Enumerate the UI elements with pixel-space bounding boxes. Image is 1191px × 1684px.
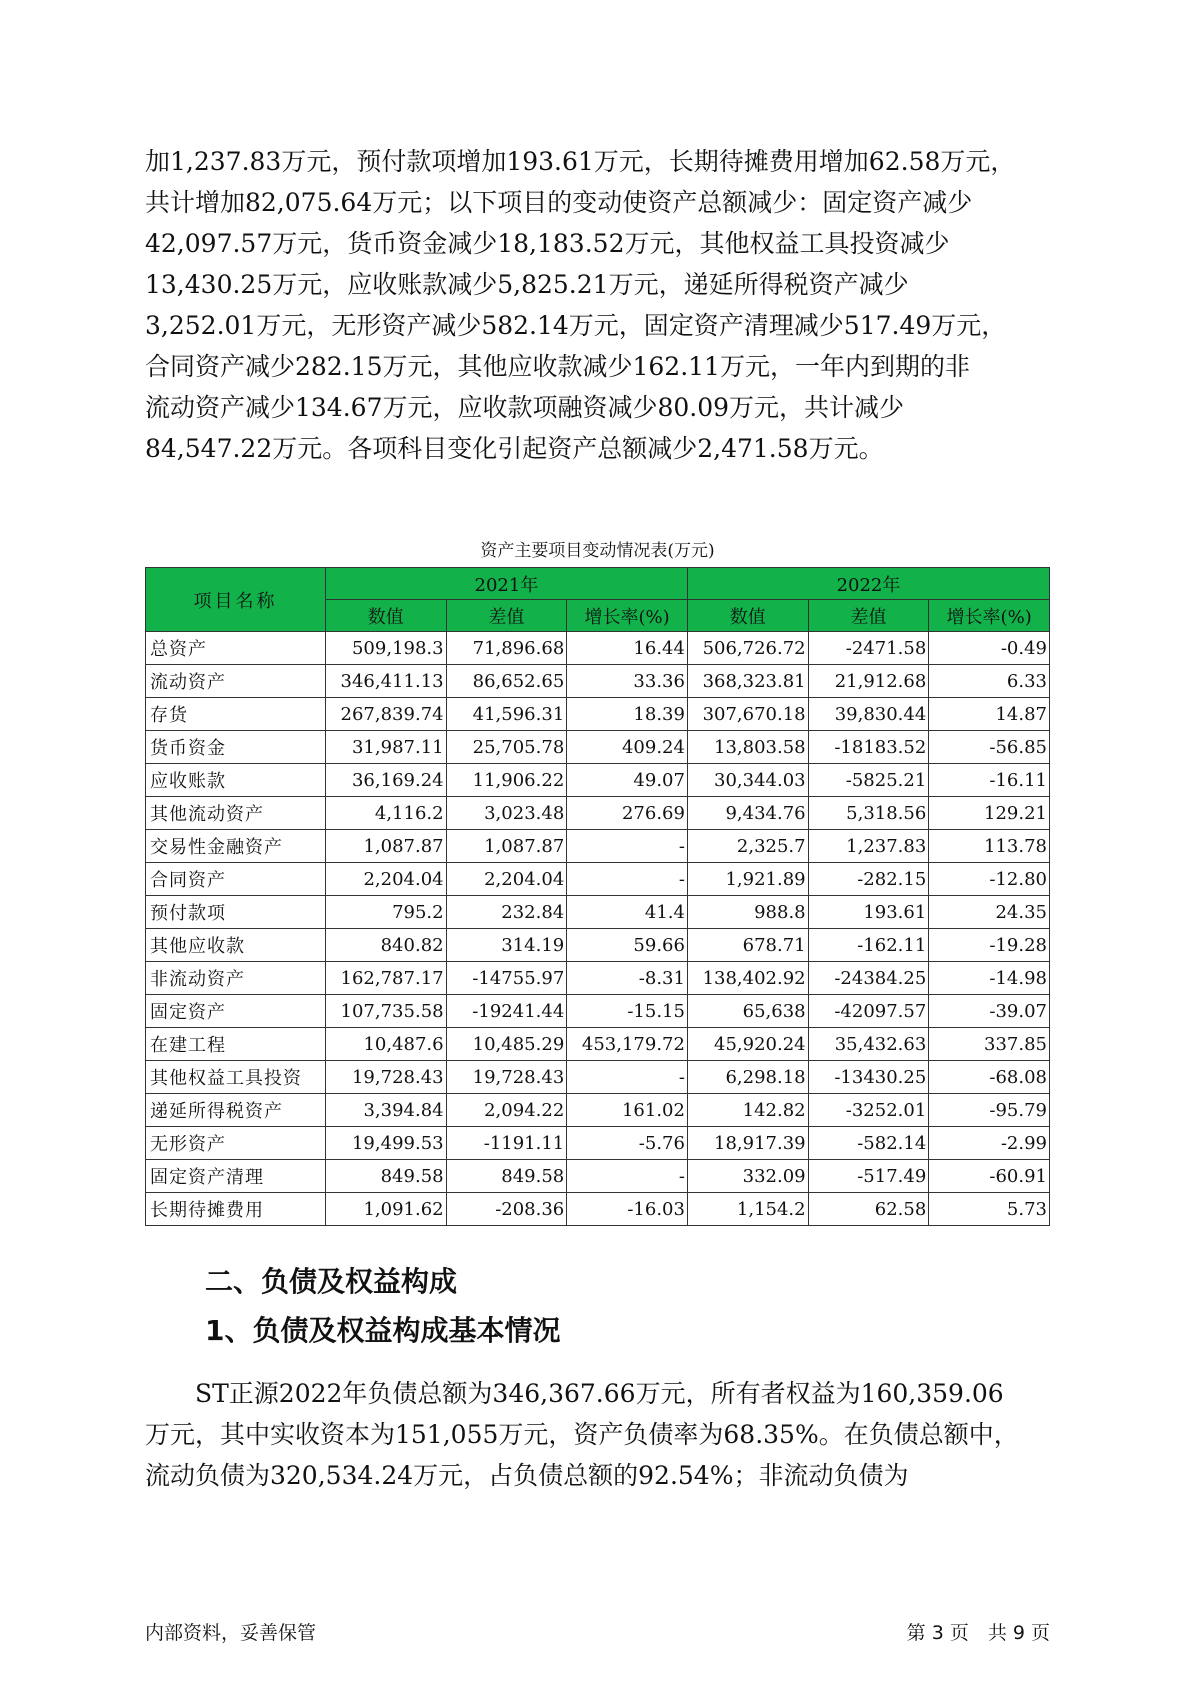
paragraph-line: 流动资产减少134.67万元，应收款项融资减少80.09万元，共计减少 bbox=[145, 393, 905, 422]
table-cell: -24384.25 bbox=[808, 962, 929, 995]
table-cell: 5.73 bbox=[929, 1193, 1050, 1226]
paragraph-line: 加1,237.83万元，预付款项增加193.61万元，长期待摊费用增加62.58万元， bbox=[145, 147, 1016, 176]
table-cell: 314.19 bbox=[446, 929, 567, 962]
paragraph-line: 合同资产减少282.15万元，其他应收款减少162.11万元，一年内到期的非 bbox=[145, 352, 970, 381]
table-cell: -2.99 bbox=[929, 1127, 1050, 1160]
table-cell: 368,323.81 bbox=[687, 665, 808, 698]
table-cell: -208.36 bbox=[446, 1193, 567, 1226]
table-row bbox=[146, 797, 1050, 830]
table-row bbox=[146, 1127, 1050, 1160]
table-cell: 2,094.22 bbox=[446, 1094, 567, 1127]
table-cell: -56.85 bbox=[929, 731, 1050, 764]
table-cell: -39.07 bbox=[929, 995, 1050, 1028]
row-label: 交易性金融资产 bbox=[146, 830, 326, 863]
table-cell: 5,318.56 bbox=[808, 797, 929, 830]
table-cell: -2471.58 bbox=[808, 632, 929, 665]
page-number: 第 3 页 共 9 页 bbox=[906, 1622, 1050, 1644]
table-cell: 453,179.72 bbox=[567, 1028, 688, 1061]
table-row bbox=[146, 1028, 1050, 1061]
table-cell: -0.49 bbox=[929, 632, 1050, 665]
table-cell: -95.79 bbox=[929, 1094, 1050, 1127]
table-cell: -16.11 bbox=[929, 764, 1050, 797]
table-cell: 332.09 bbox=[687, 1160, 808, 1193]
asset-change-table bbox=[145, 567, 1050, 1226]
table-cell: -1191.11 bbox=[446, 1127, 567, 1160]
row-label: 无形资产 bbox=[146, 1127, 326, 1160]
table-cell: - bbox=[567, 1061, 688, 1094]
table-cell: 849.58 bbox=[325, 1160, 446, 1193]
subsection-heading: 1、负债及权益构成基本情况 bbox=[205, 1314, 561, 1347]
table-cell: 1,087.87 bbox=[446, 830, 567, 863]
table-cell: -582.14 bbox=[808, 1127, 929, 1160]
table-cell: 41.4 bbox=[567, 896, 688, 929]
table-cell: - bbox=[567, 830, 688, 863]
table-cell: 39,830.44 bbox=[808, 698, 929, 731]
table-cell: 162,787.17 bbox=[325, 962, 446, 995]
table-cell: 6,298.18 bbox=[687, 1061, 808, 1094]
table-cell: -517.49 bbox=[808, 1160, 929, 1193]
table-cell: 65,638 bbox=[687, 995, 808, 1028]
table-cell: 138,402.92 bbox=[687, 962, 808, 995]
table-row bbox=[146, 896, 1050, 929]
item-name-header: 项目名称 bbox=[146, 568, 326, 632]
table-cell: -18183.52 bbox=[808, 731, 929, 764]
paragraph-line: 84,547.22万元。各项科目变化引起资产总额减少2,471.58万元。 bbox=[145, 434, 884, 463]
paragraph-line: ST正源2022年负债总额为346,367.66万元，所有者权益为160,359.06 bbox=[145, 1379, 1004, 1408]
row-label: 长期待摊费用 bbox=[146, 1193, 326, 1226]
paragraph-line: 共计增加82,075.64万元；以下项目的变动使资产总额减少：固定资产减少 bbox=[145, 188, 973, 217]
section-heading: 二、负债及权益构成 bbox=[205, 1265, 458, 1298]
row-label: 其他权益工具投资 bbox=[146, 1061, 326, 1094]
table-cell: 267,839.74 bbox=[325, 698, 446, 731]
sub-header: 数值 bbox=[325, 600, 446, 632]
table-cell: 1,921.89 bbox=[687, 863, 808, 896]
table-cell: 840.82 bbox=[325, 929, 446, 962]
table-cell: 346,411.13 bbox=[325, 665, 446, 698]
table-cell: 30,344.03 bbox=[687, 764, 808, 797]
row-label: 流动资产 bbox=[146, 665, 326, 698]
row-label: 其他流动资产 bbox=[146, 797, 326, 830]
table-cell: 10,487.6 bbox=[325, 1028, 446, 1061]
table-cell: 232.84 bbox=[446, 896, 567, 929]
row-label: 非流动资产 bbox=[146, 962, 326, 995]
body-paragraph bbox=[145, 1373, 1050, 1496]
table-cell: 2,325.7 bbox=[687, 830, 808, 863]
table-cell: -13430.25 bbox=[808, 1061, 929, 1094]
table-cell: -15.15 bbox=[567, 995, 688, 1028]
table-cell: 307,670.18 bbox=[687, 698, 808, 731]
table-cell: 2,204.04 bbox=[446, 863, 567, 896]
table-cell: 509,198.3 bbox=[325, 632, 446, 665]
row-label: 预付款项 bbox=[146, 896, 326, 929]
table-row bbox=[146, 632, 1050, 665]
table-cell: -19.28 bbox=[929, 929, 1050, 962]
year-2022-header: 2022年 bbox=[687, 568, 1049, 600]
row-label: 总资产 bbox=[146, 632, 326, 665]
table-cell: 14.87 bbox=[929, 698, 1050, 731]
table-row bbox=[146, 764, 1050, 797]
table-cell: 3,023.48 bbox=[446, 797, 567, 830]
table-cell: -68.08 bbox=[929, 1061, 1050, 1094]
table-cell: -14755.97 bbox=[446, 962, 567, 995]
table-cell: 9,434.76 bbox=[687, 797, 808, 830]
row-label: 应收账款 bbox=[146, 764, 326, 797]
table-cell: 795.2 bbox=[325, 896, 446, 929]
row-label: 合同资产 bbox=[146, 863, 326, 896]
table-cell: 24.35 bbox=[929, 896, 1050, 929]
sub-header: 数值 bbox=[687, 600, 808, 632]
table-cell: 33.36 bbox=[567, 665, 688, 698]
table-row bbox=[146, 863, 1050, 896]
table-cell: -16.03 bbox=[567, 1193, 688, 1226]
row-label: 其他应收款 bbox=[146, 929, 326, 962]
table-row bbox=[146, 1094, 1050, 1127]
footer-left: 内部资料，妥善保管 bbox=[145, 1622, 317, 1644]
table-cell: 3,394.84 bbox=[325, 1094, 446, 1127]
table-cell: -5825.21 bbox=[808, 764, 929, 797]
table-row bbox=[146, 1193, 1050, 1226]
table-cell: - bbox=[567, 863, 688, 896]
table-cell: 506,726.72 bbox=[687, 632, 808, 665]
table-cell: 2,204.04 bbox=[325, 863, 446, 896]
row-label: 固定资产 bbox=[146, 995, 326, 1028]
row-label: 递延所得税资产 bbox=[146, 1094, 326, 1127]
table-cell: -60.91 bbox=[929, 1160, 1050, 1193]
table-cell: 276.69 bbox=[567, 797, 688, 830]
table-row bbox=[146, 698, 1050, 731]
table-caption: 资产主要项目变动情况表(万元) bbox=[480, 541, 715, 561]
table-cell: -3252.01 bbox=[808, 1094, 929, 1127]
table-row bbox=[146, 665, 1050, 698]
table-cell: 113.78 bbox=[929, 830, 1050, 863]
table-cell: 59.66 bbox=[567, 929, 688, 962]
table-cell: -8.31 bbox=[567, 962, 688, 995]
table-cell: 86,652.65 bbox=[446, 665, 567, 698]
paragraph-line: 3,252.01万元，无形资产减少582.14万元，固定资产清理减少517.49万元， bbox=[145, 311, 1007, 340]
table-cell: 129.21 bbox=[929, 797, 1050, 830]
table-cell: -162.11 bbox=[808, 929, 929, 962]
table-cell: 21,912.68 bbox=[808, 665, 929, 698]
table-cell: 1,091.62 bbox=[325, 1193, 446, 1226]
table-row bbox=[146, 731, 1050, 764]
table-cell: -19241.44 bbox=[446, 995, 567, 1028]
table-cell: 49.07 bbox=[567, 764, 688, 797]
table-cell: 18.39 bbox=[567, 698, 688, 731]
table-cell: -5.76 bbox=[567, 1127, 688, 1160]
table-row bbox=[146, 929, 1050, 962]
table-cell: 45,920.24 bbox=[687, 1028, 808, 1061]
paragraph-line: 流动负债为320,534.24万元，占负债总额的92.54%；非流动负债为 bbox=[145, 1461, 909, 1490]
table-cell: 1,087.87 bbox=[325, 830, 446, 863]
table-cell: 11,906.22 bbox=[446, 764, 567, 797]
table-cell: 31,987.11 bbox=[325, 731, 446, 764]
table-cell: 107,735.58 bbox=[325, 995, 446, 1028]
row-label: 在建工程 bbox=[146, 1028, 326, 1061]
table-cell: 849.58 bbox=[446, 1160, 567, 1193]
table-cell: 161.02 bbox=[567, 1094, 688, 1127]
sub-header: 差值 bbox=[446, 600, 567, 632]
table-cell: 16.44 bbox=[567, 632, 688, 665]
intro-paragraph bbox=[145, 141, 1050, 469]
sub-header: 增长率(%) bbox=[929, 600, 1050, 632]
table-cell: 4,116.2 bbox=[325, 797, 446, 830]
table-row bbox=[146, 1061, 1050, 1094]
table-cell: - bbox=[567, 1160, 688, 1193]
table-cell: 1,237.83 bbox=[808, 830, 929, 863]
table-header-row bbox=[146, 568, 1050, 600]
table-cell: 1,154.2 bbox=[687, 1193, 808, 1226]
table-cell: -14.98 bbox=[929, 962, 1050, 995]
table-cell: 142.82 bbox=[687, 1094, 808, 1127]
table-cell: 62.58 bbox=[808, 1193, 929, 1226]
table-cell: 10,485.29 bbox=[446, 1028, 567, 1061]
table-cell: 35,432.63 bbox=[808, 1028, 929, 1061]
table-cell: 71,896.68 bbox=[446, 632, 567, 665]
table-cell: 18,917.39 bbox=[687, 1127, 808, 1160]
row-label: 存货 bbox=[146, 698, 326, 731]
table-cell: 25,705.78 bbox=[446, 731, 567, 764]
table-row bbox=[146, 962, 1050, 995]
paragraph-line: 13,430.25万元，应收账款减少5,825.21万元，递延所得税资产减少 bbox=[145, 270, 909, 299]
table-cell: 409.24 bbox=[567, 731, 688, 764]
table-cell: -12.80 bbox=[929, 863, 1050, 896]
table-cell: -42097.57 bbox=[808, 995, 929, 1028]
table-cell: -282.15 bbox=[808, 863, 929, 896]
sub-header: 差值 bbox=[808, 600, 929, 632]
table-cell: 36,169.24 bbox=[325, 764, 446, 797]
table-cell: 193.61 bbox=[808, 896, 929, 929]
table-row bbox=[146, 1160, 1050, 1193]
sub-header: 增长率(%) bbox=[567, 600, 688, 632]
row-label: 固定资产清理 bbox=[146, 1160, 326, 1193]
table-cell: 337.85 bbox=[929, 1028, 1050, 1061]
year-2021-header: 2021年 bbox=[325, 568, 687, 600]
table-row bbox=[146, 830, 1050, 863]
table-row bbox=[146, 995, 1050, 1028]
paragraph-line: 42,097.57万元，货币资金减少18,183.52万元，其他权益工具投资减少 bbox=[145, 229, 950, 258]
table-cell: 19,728.43 bbox=[325, 1061, 446, 1094]
paragraph-line: 万元，其中实收资本为151,055万元，资产负债率为68.35%。在负债总额中， bbox=[145, 1420, 1019, 1449]
table-cell: 988.8 bbox=[687, 896, 808, 929]
table-cell: 41,596.31 bbox=[446, 698, 567, 731]
table-cell: 6.33 bbox=[929, 665, 1050, 698]
row-label: 货币资金 bbox=[146, 731, 326, 764]
table-cell: 678.71 bbox=[687, 929, 808, 962]
table-cell: 19,728.43 bbox=[446, 1061, 567, 1094]
table-cell: 19,499.53 bbox=[325, 1127, 446, 1160]
table-cell: 13,803.58 bbox=[687, 731, 808, 764]
